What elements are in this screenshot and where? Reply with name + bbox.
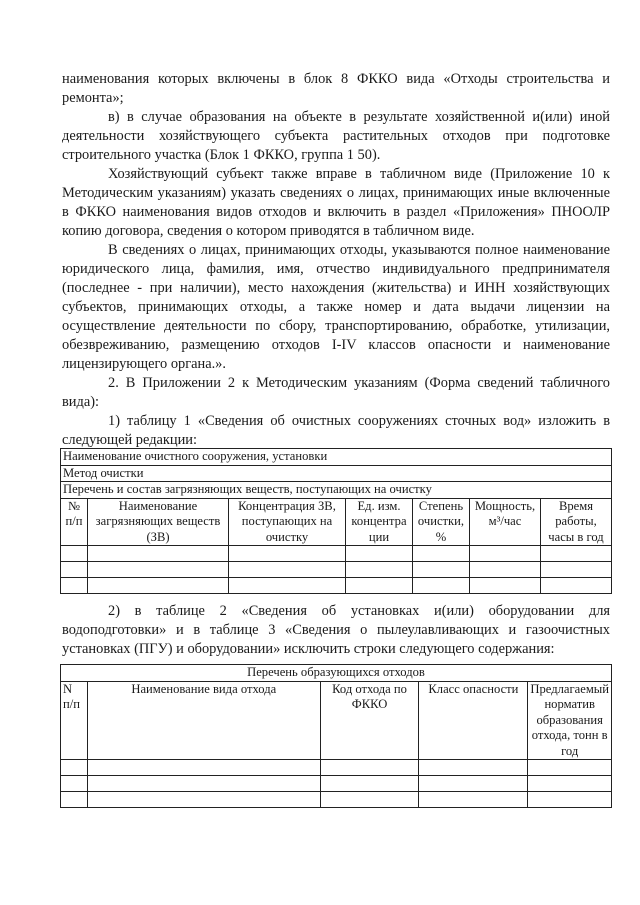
paragraph-4: В сведениях о лицах, принимающих отходы, указываются полное наименование юридического лица, фамилия, имя, отчество индивидуального предпринимателя (последнее - при наличии), место нахождения (жительства) и ИНН хозяйствующих субъектов, принимающих отходы, а также номер и дата выдачи лицензии на осуществление деятельности по сбору, транспортированию, обработке, утилизации, обезвреживанию, размещению отходов I-IV классов опасности и наименование лицензирующего органа.». xyxy=(62,242,610,372)
paragraph-3: Хозяйствующий субъект также вправе в табличном виде (Приложение 10 к Методическим указаниям) указать сведениях о лицах, принимающих иные включенные в ФККО наименования видов отходов и включить в раздел «Приложения» ПНООЛР копию договора, сведения о котором приводятся в табличном виде. xyxy=(62,166,610,239)
table2-header-code: Код отхода по ФККО xyxy=(320,681,419,760)
paragraph-6: 1) таблицу 1 «Сведения об очистных сооружениях сточных вод» изложить в следующей редакции: xyxy=(62,413,610,448)
table-row xyxy=(61,792,612,808)
table2-header-row xyxy=(61,681,612,760)
paragraph-5: 2. В Приложении 2 к Методическим указаниям (Форма сведений табличного вида): xyxy=(62,375,610,410)
table1-header-time: Время работы, часы в год xyxy=(541,498,612,546)
paragraph-2: в) в случае образования на объекте в результате хозяйственной и(или) иной деятельности хозяйствующего субъекта растительных отходов при подготовке строительного участка (Блок 1 ФККО, группа 1 50). xyxy=(62,109,610,163)
table1-header-unit: Ед. изм. концентра ции xyxy=(346,498,413,546)
table1-header-row xyxy=(61,498,612,546)
table1-header-capacity: Мощность, м³/час xyxy=(470,498,541,546)
table1-header-concentration: Концентрация ЗВ, поступающих на очистку xyxy=(229,498,346,546)
table-row xyxy=(61,562,612,578)
table1-row-facility: Наименование очистного сооружения, установки xyxy=(61,449,612,466)
table2-header-num: N п/п xyxy=(61,681,88,760)
table2-header-norm: Предлагаемый норматив образования отхода, тонн в год xyxy=(528,681,612,760)
table-row xyxy=(61,776,612,792)
table1-header-name: Наименование загрязняющих веществ (ЗВ) xyxy=(88,498,229,546)
table-row xyxy=(61,546,612,562)
table1-row-pollutants: Перечень и состав загрязняющих веществ, поступающих на очистку xyxy=(61,482,612,499)
table1-header-degree: Степень очистки, % xyxy=(413,498,470,546)
table-row xyxy=(61,760,612,776)
table2-header-name: Наименование вида отхода xyxy=(87,681,320,760)
paragraph-7: 2) в таблице 2 «Сведения об установках и(или) оборудовании для водоподготовки» и в таблице 3 «Сведения о пылеулавливающих и газоочистных установках (ПГУ) и оборудовании» исключить строки следующего содержания: xyxy=(62,603,610,657)
table1-header-num: № п/п xyxy=(61,498,88,546)
table-treatment-facilities xyxy=(60,448,612,594)
table2-header-class: Класс опасности xyxy=(419,681,528,760)
table-waste-list xyxy=(60,664,612,808)
paragraph-1: наименования которых включены в блок 8 ФККО вида «Отходы строительства и ремонта»; xyxy=(62,71,610,106)
table1-row-method: Метод очистки xyxy=(61,465,612,482)
table-row xyxy=(61,578,612,594)
table2-title: Перечень образующихся отходов xyxy=(61,665,612,682)
